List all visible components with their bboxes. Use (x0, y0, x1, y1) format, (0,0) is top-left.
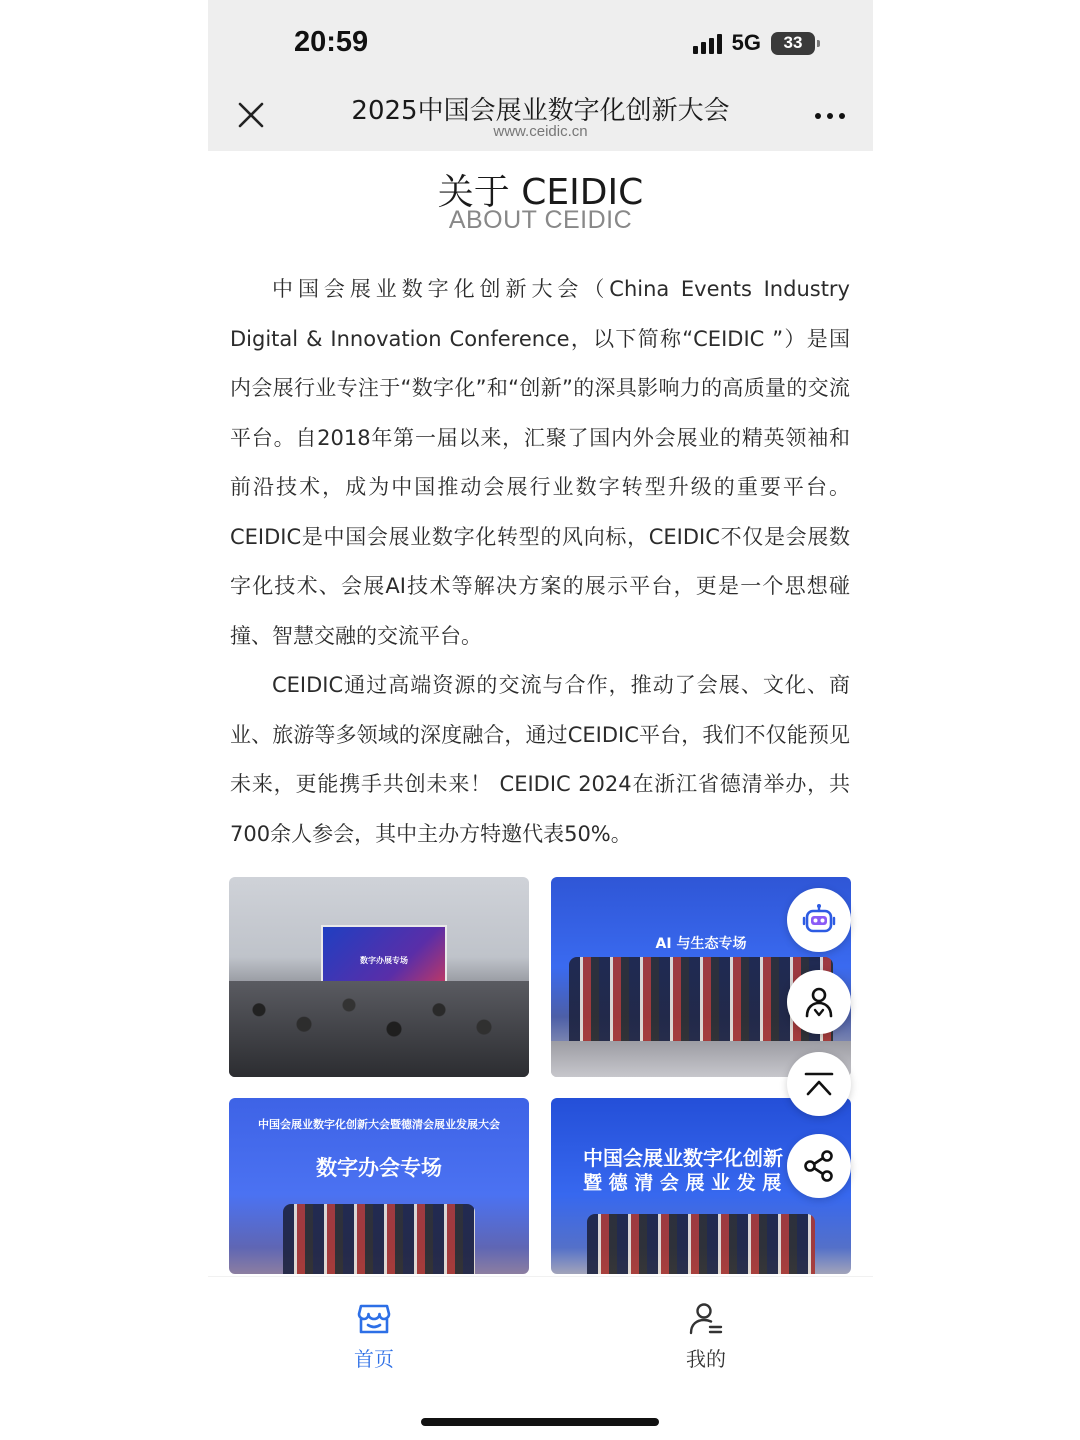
page-title: 2025中国会展业数字化创新大会 (351, 96, 730, 126)
close-button[interactable] (236, 100, 266, 130)
ai-assistant-button[interactable] (787, 888, 851, 952)
tab-home[interactable] (314, 1301, 434, 1372)
more-button[interactable] (815, 113, 845, 119)
back-to-top-button[interactable] (787, 1052, 851, 1116)
more-dot-icon (815, 113, 821, 119)
robot-icon (802, 903, 836, 937)
stage-screen-text: 数字办展专场 (360, 956, 408, 965)
audience (229, 981, 529, 1077)
close-icon (236, 100, 266, 130)
battery-level: 33 (783, 33, 803, 52)
section-title: 关于 CEIDIC (437, 172, 644, 213)
signal-icon (693, 32, 722, 54)
photo-header-text: 中国会展业数字化创新大会暨德清会展业发展大会 (258, 1118, 500, 1131)
person-icon (802, 985, 836, 1019)
photo-title-line1: 中国会展业数字化创新 (583, 1146, 783, 1170)
share-button[interactable] (787, 1134, 851, 1198)
status-indicators (693, 30, 815, 56)
status-time: 20:59 (294, 26, 369, 58)
tab-mine[interactable] (646, 1301, 766, 1372)
phone-screen (208, 0, 873, 1440)
tab-mine-label: 我的 (686, 1347, 726, 1371)
page-url: www.ceidic.cn (493, 123, 588, 140)
user-icon (688, 1301, 724, 1337)
home-store-icon (356, 1301, 392, 1337)
bottom-tab-bar (208, 1276, 873, 1440)
more-dot-icon (827, 113, 833, 119)
group-people (283, 1204, 475, 1274)
more-dot-icon (839, 113, 845, 119)
home-indicator (421, 1418, 659, 1426)
tab-home-label: 首页 (354, 1347, 394, 1371)
battery-icon (771, 32, 815, 55)
about-paragraph: CEIDIC通过高端资源的交流与合作，推动了会展、文化、商业、旅游等多领域的深度融合，通过CEIDIC平台，我们不仅能预见未来，更能携手共创未来！ CEIDIC 2024在浙江省德清举办，共700余人参会，其中主办方特邀代表50%。 (230, 673, 850, 846)
back-to-top-icon (802, 1067, 836, 1101)
network-label: 5G (731, 30, 761, 55)
about-text (230, 265, 850, 859)
event-photo-digital-meeting[interactable] (229, 1098, 529, 1274)
ai-session-banner: AI 与生态专场 (655, 936, 747, 952)
section-subtitle: ABOUT CEIDIC (448, 206, 633, 234)
photo-session-title: 数字办会专场 (316, 1156, 442, 1180)
group-people (587, 1214, 815, 1274)
about-paragraph: 中国会展业数字化创新大会（China Events Industry Digital & Innovation Conference，以下简称“CEIDIC ”）是国内会展行业专注于“数字化”和“创新”的深具影响力的高质量的交流平台。自2018年第一届以来，汇聚了国内外会展业的精英领袖和前沿技术，成为中国推动会展行业数字转型升级的重要平台。CEIDIC是中国会展业数字化转型的风向标，CEIDIC不仅是会展数字化技术、会展AI技术等解决方案的展示平台，更是一个思想碰撞、智慧交融的交流平台。 (230, 277, 850, 648)
share-icon (802, 1149, 836, 1183)
header (208, 0, 873, 151)
photo-title-line2: 暨 德 清 会 展 业 发 展 (583, 1172, 782, 1194)
contact-button[interactable] (787, 970, 851, 1034)
event-photo-hall[interactable] (229, 877, 529, 1077)
